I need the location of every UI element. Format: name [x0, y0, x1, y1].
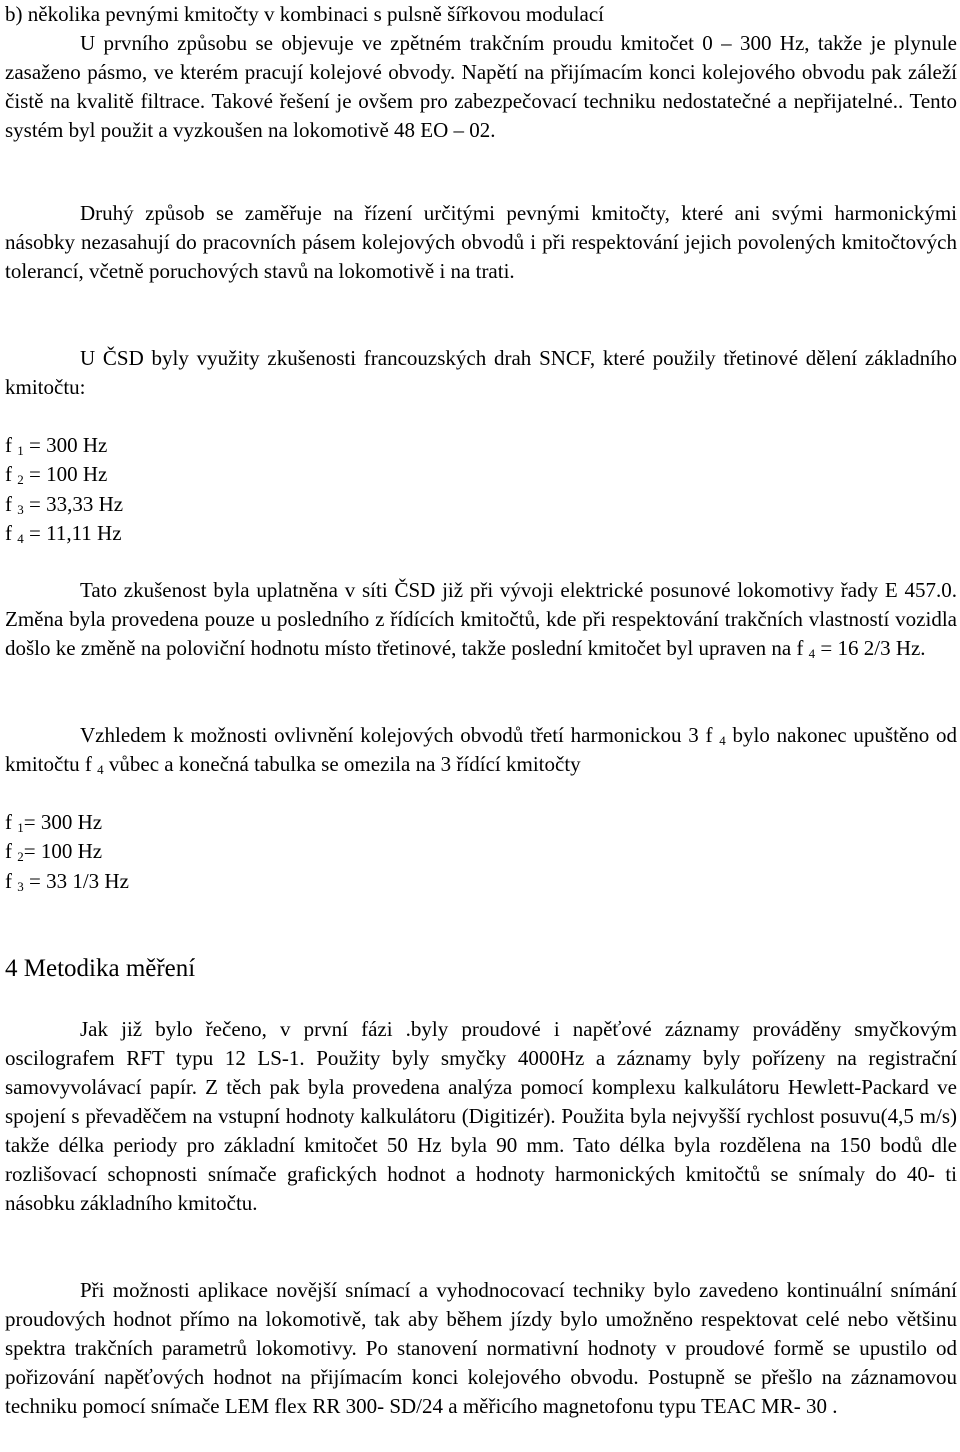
section-b-text: U prvního způsobu se objevuje ve zpětném trakčním proudu kmitočet 0 – 300 Hz, takže je plynule zasaženo pásmo, ve kterém pracují kolejové obvody. Napětí na přijímacím konci kolejového obvodu pak záleží čistě na kvalitě filtrace. Takové řešení je ovšem pro zabezpečovací techniku nedostatečné a nepřijatelné.. Tento systém byl použit a vyzkoušen na lokomotivě 48 EO – 02.: [5, 31, 957, 142]
list-item: f $_1$= 300 Hz: [5, 810, 103, 835]
paragraph-text: Při možnosti aplikace novější snímací a vyhodnocovací techniky bylo zavedeno kontinuální snímání proudových hodnot přímo na lokomotivě, tak aby během jízdy bylo umožněno respektovat celé nebo většinu spektra trakčních parametrů lokomotivy. Po stanovení normativní hodnoty v proudové formě se upustilo od pořizování napěťových hodnot na přijímacím konci kolejového obvodu. Postupně se přešlo na záznamovou techniku pomocí snímače LEM flex RR 300- SD/24 a měřicího magnetofonu typu TEAC MR- 30 .: [5, 1278, 957, 1418]
paragraph-tato-zkusenost: [5, 576, 957, 663]
paragraph-text: Vzhledem k možnosti ovlivnění kolejových obvodů třetí harmonickou 3 f $_4$ bylo nakonec upuštěno od kmitočtu f $_4$ vůbec a konečná tabulka se omezila na 3 řídící kmitočty: [5, 723, 957, 777]
paragraph-text: Tato zkušenost byla uplatněna v síti ČSD již při vývoji elektrické posunové lokomotivy řady E 457.0. Změna byla provedena pouze u posledního z řídících kmitočtů, kde při respektování trakčních vlastností vozidla došlo ke změně na poloviční hodnotu místo třetinové, takže poslední kmitočet byl upraven na f $_4$ = 16 2/3 Hz.: [5, 578, 957, 661]
list-item: f $_1$ = 300 Hz: [5, 433, 108, 458]
list-item: f $_3$ = 33 1/3 Hz: [5, 868, 129, 894]
list-item: f $_2$= 100 Hz: [5, 839, 103, 865]
paragraph-text: U ČSD byly využity zkušenosti francouzských drah SNCF, které použily třetinové dělení základního kmitočtu:: [5, 346, 957, 399]
frequency-list-2: [5, 808, 957, 896]
paragraph-jak-jiz: [5, 1015, 957, 1218]
paragraph-csd: [5, 344, 957, 402]
list-item: f $_2$ = 100 Hz: [5, 462, 108, 488]
list-item: f $_4$ = 11,11 Hz: [5, 520, 122, 546]
paragraph-text: Druhý způsob se zaměřuje na řízení určitými pevnými kmitočty, které ani svými harmonickými násobky nezasahují do pracovních pásem kolejových obvodů i při respektování jejich povolených kmitočtových tolerancí, včetně poruchových stavů na lokomotivě i na trati.: [5, 201, 957, 283]
list-item: f $_3$ = 33,33 Hz: [5, 491, 124, 517]
section-b-heading: b) několika pevnými kmitočty v kombinaci s pulsně šířkovou modulací: [5, 2, 604, 26]
paragraph-text: Jak již bylo řečeno, v první fázi .byly proudové i napěťové záznamy prováděny smyčkovým oscilografem RFT typu 12 LS-1. Použity byly smyčky 4000Hz a záznamy byly pořízeny na registrační samovyvolávací papír. Z těch pak byla provedena analýza pomocí komplexu kalkulátoru Hewlett-Packard ve spojení s převaděčem na vstupní hodnoty kalkulátoru (Digitizér). Použita byla nejvyšší rychlost posuvu(4,5 m/s) takže délka periody pro základní kmitočet 50 Hz byla 90 mm. Tato délka byla rozdělena na 150 bodů dle rozlišovací schopnosti snímače grafických hodnot a hodnoty harmonických kmitočtů se snímaly do 40- ti násobku základního kmitočtu.: [5, 1017, 957, 1215]
section-heading: 4 Metodika měření: [5, 955, 196, 982]
paragraph-pri-moznosti: [5, 1276, 957, 1421]
section-b: [5, 0, 957, 145]
frequency-list-1: [5, 431, 957, 548]
paragraph-vzhledem: [5, 721, 957, 779]
section-4: [5, 954, 957, 984]
paragraph-druhy-zpusob: [5, 199, 957, 286]
